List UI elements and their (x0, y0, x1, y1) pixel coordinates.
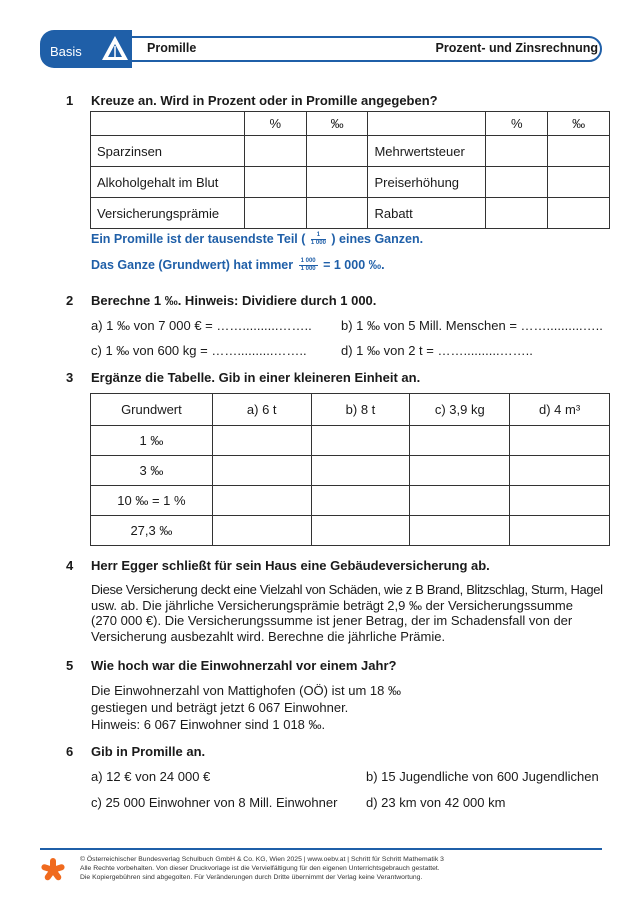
task-5-title: Wie hoch war die Einwohnerzahl vor einem Jahr? (91, 658, 397, 673)
col-percent: % (244, 112, 306, 136)
task-1-table (90, 111, 610, 229)
task-6-item-b: b) 15 Jugendliche von 600 Jugendlichen (366, 769, 599, 784)
table-row (91, 136, 610, 167)
footer-line-2: Alle Rechte vorbehalten. Von dieser Druckvorlage ist die Vervielfältigung für den eigenen Unterrichtsgebrauch gestattet. (80, 865, 440, 872)
table-row (91, 167, 610, 198)
table-header-row (91, 112, 610, 136)
task-2-item-a: a) 1 ‰ von 7 000 € = ……..........…….. (91, 318, 312, 333)
task-6-number: 6 (66, 744, 74, 759)
info-line-1: Ein Promille ist der tausendste Teil ( $\frac{1}{1 000}$ ) eines Ganzen. (91, 232, 424, 247)
task-6-item-a: a) 12 € von 24 000 € (91, 769, 211, 784)
table-header-row: Grundwert a) 6 t b) 8 t c) 3,9 kg d) 4 m³ (91, 394, 610, 426)
col-permille: ‰ (306, 112, 368, 136)
checkbox-cell[interactable] (548, 136, 610, 167)
topic-title: Promille (147, 41, 197, 55)
task-3-title: Ergänze die Tabelle. Gib in einer kleineren Einheit an. (91, 370, 421, 385)
answer-cell[interactable] (410, 456, 510, 486)
checkbox-cell[interactable] (306, 198, 368, 229)
checkbox-cell[interactable] (244, 136, 306, 167)
fraction: $\frac{1 000}{1 000}$ (300, 258, 316, 273)
checkbox-cell[interactable] (548, 198, 610, 229)
row-label: Mehrwertsteuer (368, 136, 486, 167)
task-6-title: Gib in Promille an. (91, 744, 206, 759)
answer-cell[interactable] (510, 456, 610, 486)
checkbox-cell[interactable] (306, 136, 368, 167)
task-3-table (90, 393, 610, 546)
checkbox-cell[interactable] (548, 167, 610, 198)
checkbox-cell[interactable] (244, 198, 306, 229)
task-4-text: Diese Versicherung deckt eine Vielzahl von Schäden, wie z B Brand, Blitzschlag, Sturm, Hagel usw. ab. Die jährliche Versicherungsprämie beträgt 2,9 ‰ der Versicherungssumme (270 000 €). Die Versicherungssumme ist jener Betrag, der im Schadensfall von der Versicherung ausbezahlt wird. Berechne die jährliche Prämie. (91, 582, 603, 644)
answer-cell[interactable] (212, 456, 311, 486)
task-4-title: Herr Egger schließt für sein Haus eine Gebäudeversicherung ab. (91, 558, 490, 573)
col-permille: ‰ (548, 112, 610, 136)
answer-cell[interactable] (311, 456, 410, 486)
footer-line-3: Die Kopiergebühren sind abgegolten. Für Veränderungen durch Dritte übernimmt der Verlag keine Verantwortung. (80, 874, 423, 881)
task-4-number: 4 (66, 558, 74, 573)
table-row (91, 198, 610, 229)
row-label: Alkoholgehalt im Blut (91, 167, 245, 198)
answer-cell[interactable] (410, 486, 510, 516)
checkbox-cell[interactable] (486, 136, 548, 167)
table-row: 27,3 ‰ (91, 516, 610, 546)
answer-cell[interactable] (410, 426, 510, 456)
triangle-ruler-icon (100, 34, 130, 62)
answer-cell[interactable] (311, 486, 410, 516)
checkbox-cell[interactable] (244, 167, 306, 198)
answer-cell[interactable] (410, 516, 510, 546)
answer-cell[interactable] (510, 516, 610, 546)
asterisk-logo-icon (40, 857, 66, 883)
answer-cell[interactable] (311, 426, 410, 456)
task-1-number: 1 (66, 93, 74, 108)
footer-line-1: © Österreichischer Bundesverlag Schulbuch GmbH & Co. KG, Wien 2025 | www.oebv.at | Schritt für Schritt Mathematik 3 (80, 856, 444, 863)
answer-cell[interactable] (212, 486, 311, 516)
task-3-number: 3 (66, 370, 74, 385)
task-6-item-d: d) 23 km von 42 000 km (366, 795, 506, 810)
row-label: Versicherungsprämie (91, 198, 245, 229)
level-badge-label: Basis (50, 44, 82, 59)
answer-cell[interactable] (212, 426, 311, 456)
task-5-number: 5 (66, 658, 74, 673)
task-2-item-b: b) 1 ‰ von 5 Mill. Menschen = ……..........….. (341, 318, 603, 333)
fraction: $\frac{1}{1 000}$ (310, 232, 326, 247)
row-label: Preiserhöhung (368, 167, 486, 198)
info-line-2: Das Ganze (Grundwert) hat immer $\frac{1 000}{1 000}$ = 1 000 ‰. (91, 258, 385, 273)
answer-cell[interactable] (510, 426, 610, 456)
task-5-text: Die Einwohnerzahl von Mattighofen (OÖ) ist um 18 ‰ gestiegen und beträgt jetzt 6 067 Einwohner. Hinweis: 6 067 Einwohner sind 1 018 ‰. (91, 683, 401, 732)
task-2-item-d: d) 1 ‰ von 2 t = ……..........…….. (341, 343, 533, 358)
checkbox-cell[interactable] (306, 167, 368, 198)
table-row: 3 ‰ (91, 456, 610, 486)
row-label: Rabatt (368, 198, 486, 229)
answer-cell[interactable] (510, 486, 610, 516)
table-row: 1 ‰ (91, 426, 610, 456)
task-6-item-c: c) 25 000 Einwohner von 8 Mill. Einwohner (91, 795, 338, 810)
answer-cell[interactable] (311, 516, 410, 546)
footer-divider (40, 848, 602, 850)
task-2-item-c: c) 1 ‰ von 600 kg = ……..........…….. (91, 343, 307, 358)
checkbox-cell[interactable] (486, 198, 548, 229)
row-label: Sparzinsen (91, 136, 245, 167)
task-2-title: Berechne 1 ‰. Hinweis: Dividiere durch 1 000. (91, 293, 377, 308)
table-row: 10 ‰ = 1 % (91, 486, 610, 516)
answer-cell[interactable] (212, 516, 311, 546)
task-2-number: 2 (66, 293, 74, 308)
chapter-title: Prozent- und Zinsrechnung (435, 41, 598, 55)
col-percent: % (486, 112, 548, 136)
checkbox-cell[interactable] (486, 167, 548, 198)
task-1-title: Kreuze an. Wird in Prozent oder in Promille angegeben? (91, 93, 438, 108)
